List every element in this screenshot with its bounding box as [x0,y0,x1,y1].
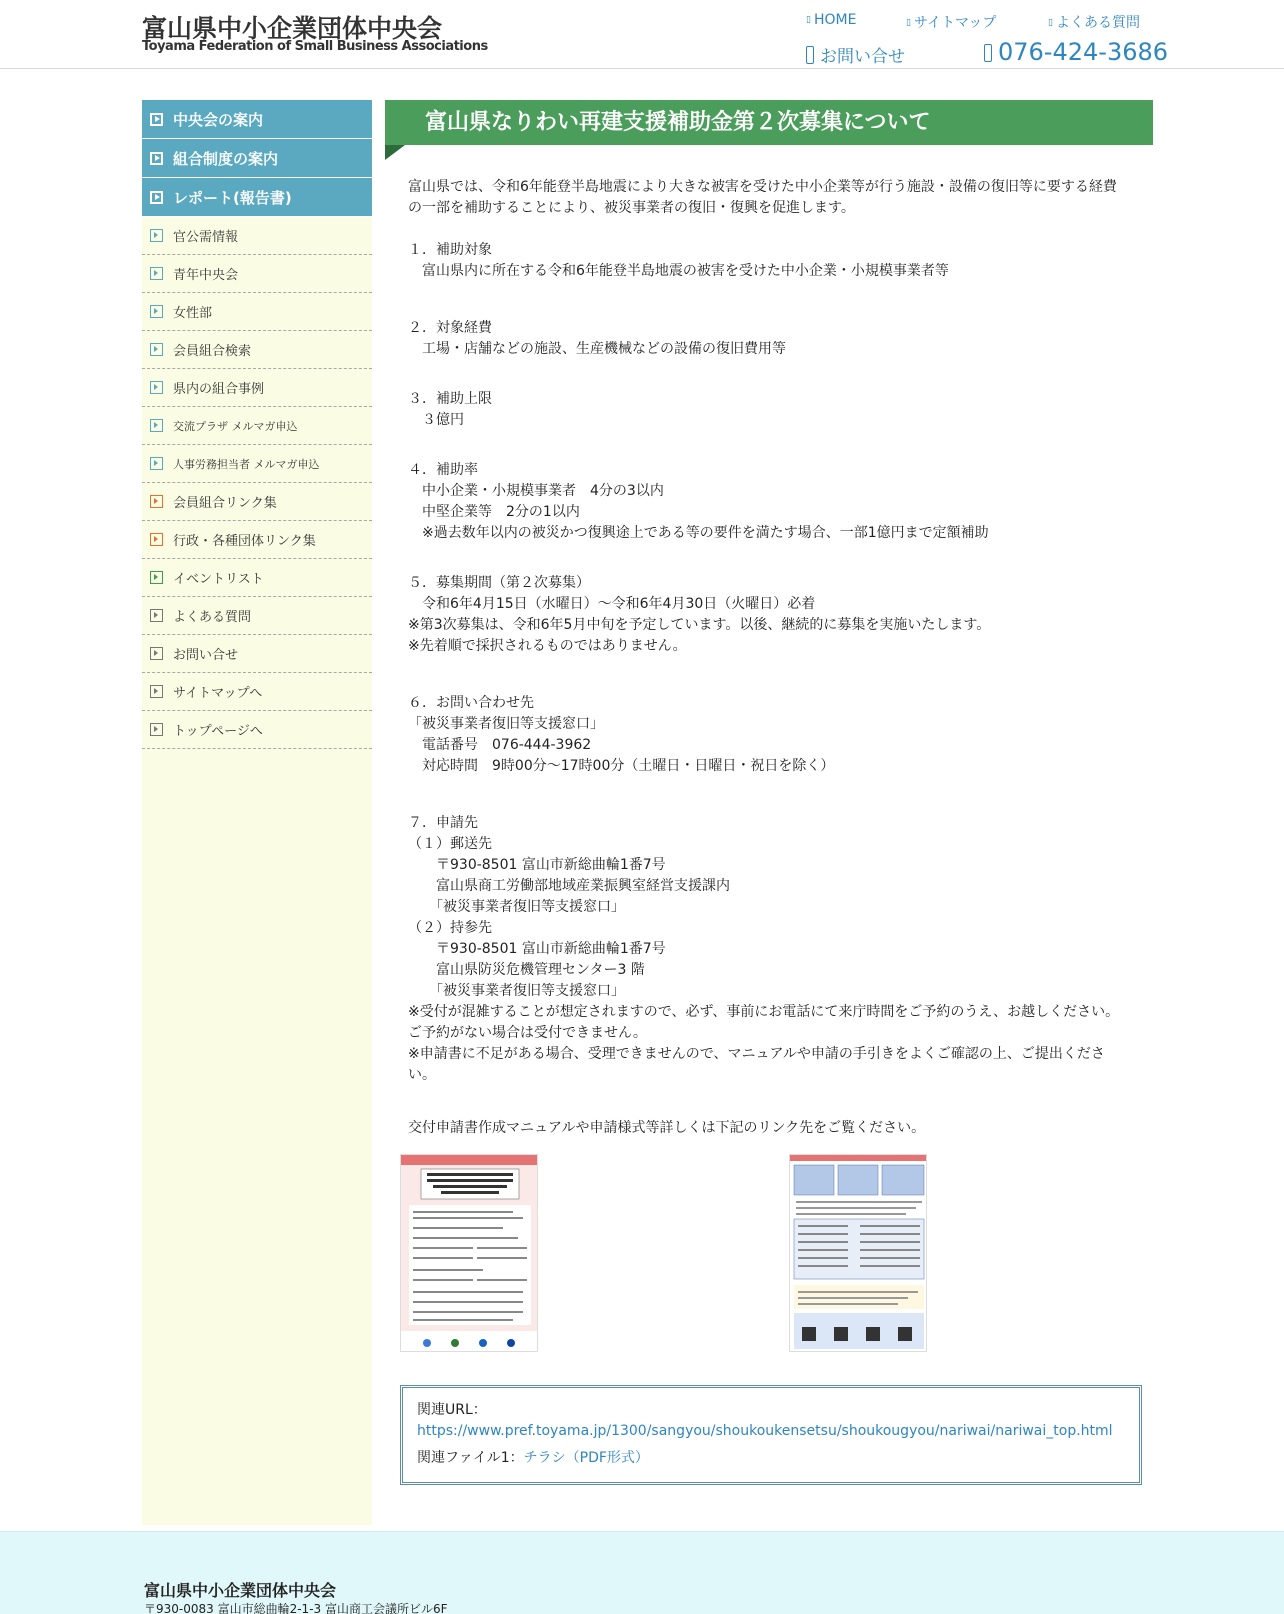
site-footer [0,1531,1284,1614]
footer-title: 富山県中小企業団体中央会 [144,1581,337,1600]
contact-icon [806,46,814,64]
site-subtitle: Toyama Federation of Small Business Associations [142,39,488,54]
section-eligible-costs: ２．対象経費 工場・店舗などの施設、生産機械などの設備の復旧費用等 [408,320,786,357]
sidebar-item-youth[interactable]: 青年中央会 [142,255,372,293]
arrow-icon [150,152,163,165]
faq-link[interactable]: ▯ よくある質問 [1048,15,1140,31]
sidebar-item-hr-newsletter[interactable]: 人事労務担当者 メルマガ申込 [142,445,372,483]
contact-link[interactable]: お問い合せ [806,42,905,67]
sidebar-item-plaza-newsletter[interactable]: 交流プラザ メルマガ申込 [142,407,372,445]
arrow-icon [150,419,163,432]
flyer-front-image [401,1155,538,1352]
arrow-icon [150,191,163,204]
arrow-icon [150,113,163,126]
sidebar-item-public-demand[interactable]: 官公需情報 [142,217,372,255]
sidebar-item-events[interactable]: イベントリスト [142,559,372,597]
sidebar-item-top[interactable]: トップページへ [142,711,372,749]
site-title[interactable]: 富山県中小企業団体中央会 [142,14,443,43]
home-link[interactable]: ▯ HOME [806,12,857,28]
section-application-period: ５．募集期間（第２次募集） 令和6年4月15日（水曜日）～令和6年4月30日（火曜日）必着 ※第3次募集は、令和6年5月中旬を予定しています。以後、継続的に募集を実施いたします。 ※先着順で採択されるものではありません。 [408,575,991,654]
article-intro: 富山県では、令和6年能登半島地震により大きな被害を受けた中小企業等が行う施設・設備の復旧等に要する経費の一部を補助することにより、被災事業者の復旧・復興を促進します。 [408,179,1117,216]
arrow-icon [150,723,163,736]
arrow-icon [150,457,163,470]
section-subsidy-rate: ４．補助率 中小企業・小規模事業者 4分の3以内 中堅企業等 2分の1以内 ※過去数年以内の被災かつ復興途上である等の要件を満たす場合、一部1億円まで定額補助 [408,462,989,541]
arrow-icon [150,381,163,394]
sidebar-item-gov-links[interactable]: 行政・各種団体リンク集 [142,521,372,559]
sidebar-item-cases[interactable]: 県内の組合事例 [142,369,372,407]
arrow-icon [150,533,163,546]
related-links-box [400,1385,1142,1485]
arrow-icon [150,609,163,622]
home-icon: ▯ [806,15,811,25]
phone-icon [984,44,992,62]
site-header [0,0,1284,69]
section-submission: ７．申請先 （１）郵送先 〒930-8501 富山市新総曲輪1番7号 富山県商工労働部地域産業振興室経営支援課内 「被災事業者復旧等支援窓口」 （２）持参先 〒930-8501 富山市新総曲輪1番7号 富山県防災危機管理センター3 階 「被災事業者復旧等支援窓口」 ※受付が混雑することが想定されますので、必ず、事前にお電話にて来庁時間をご予約のうえ、お越しください。ご予約がない場合は受付できません。 ※申請書に不足がある場合、受理できませんので、マニュアルや申請の手引きをよくご確認の上、ご提出ください。 [408,815,1120,1083]
flyer-thumbnail-front[interactable] [400,1154,538,1352]
flyer-back-image [790,1155,927,1352]
arrow-icon [150,571,163,584]
sitemap-icon: ▯ [906,18,911,28]
sidebar-item-union-system[interactable]: 組合制度の案内 [142,139,372,178]
footer-address: 〒930-0083 富山市総曲輪2-1-3 富山商工会議所ビル6F [144,1602,448,1614]
main-content [385,100,1153,1466]
sidebar-item-contact[interactable]: お問い合せ [142,635,372,673]
related-file-label: 関連ファイル1： [417,1450,524,1466]
sidebar-item-about[interactable]: 中央会の案内 [142,100,372,139]
sitemap-link[interactable]: ▯ サイトマップ [906,15,997,31]
arrow-icon [150,267,163,280]
sidebar [142,100,372,1525]
article-outro: 交付申請書作成マニュアルや申請様式等詳しくは下記のリンク先をご覧ください。 [408,1120,926,1136]
sidebar-item-member-search[interactable]: 会員組合検索 [142,331,372,369]
flyer-pdf-link[interactable]: チラシ（PDF形式） [523,1450,649,1466]
arrow-icon [150,343,163,356]
flyer-thumbnail-back[interactable] [789,1154,927,1352]
phone-number: 076-424-3686 [984,38,1168,66]
related-url-link[interactable]: https://www.pref.toyama.jp/1300/sangyou/shoukoukensetsu/shoukougyou/nariwai/nariwai_top.html [417,1423,1113,1439]
arrow-icon [150,647,163,660]
section-subsidy-target: １．補助対象 富山県内に所在する令和6年能登半島地震の被害を受けた中小企業・小規模事業者等 [408,242,949,279]
arrow-icon [150,685,163,698]
section-inquiry: ６．お問い合わせ先 「被災事業者復旧等支援窓口」 電話番号 076-444-3962 対応時間 9時00分～17時00分（土曜日・日曜日・祝日を除く） [408,695,835,774]
arrow-icon [150,229,163,242]
faq-icon: ▯ [1048,18,1053,28]
arrow-icon [150,495,163,508]
related-url-label: 関連URL： [417,1402,487,1418]
article-body [408,177,1128,1139]
page-title: 富山県なりわい再建支援補助金第２次募集について [385,100,1153,145]
arrow-icon [150,305,163,318]
sidebar-item-faq[interactable]: よくある質問 [142,597,372,635]
sidebar-item-member-links[interactable]: 会員組合リンク集 [142,483,372,521]
sidebar-item-women[interactable]: 女性部 [142,293,372,331]
sidebar-item-sitemap[interactable]: サイトマップへ [142,673,372,711]
sidebar-item-reports[interactable]: レポート(報告書) [142,178,372,217]
section-subsidy-limit: ３．補助上限 ３億円 [408,391,492,428]
